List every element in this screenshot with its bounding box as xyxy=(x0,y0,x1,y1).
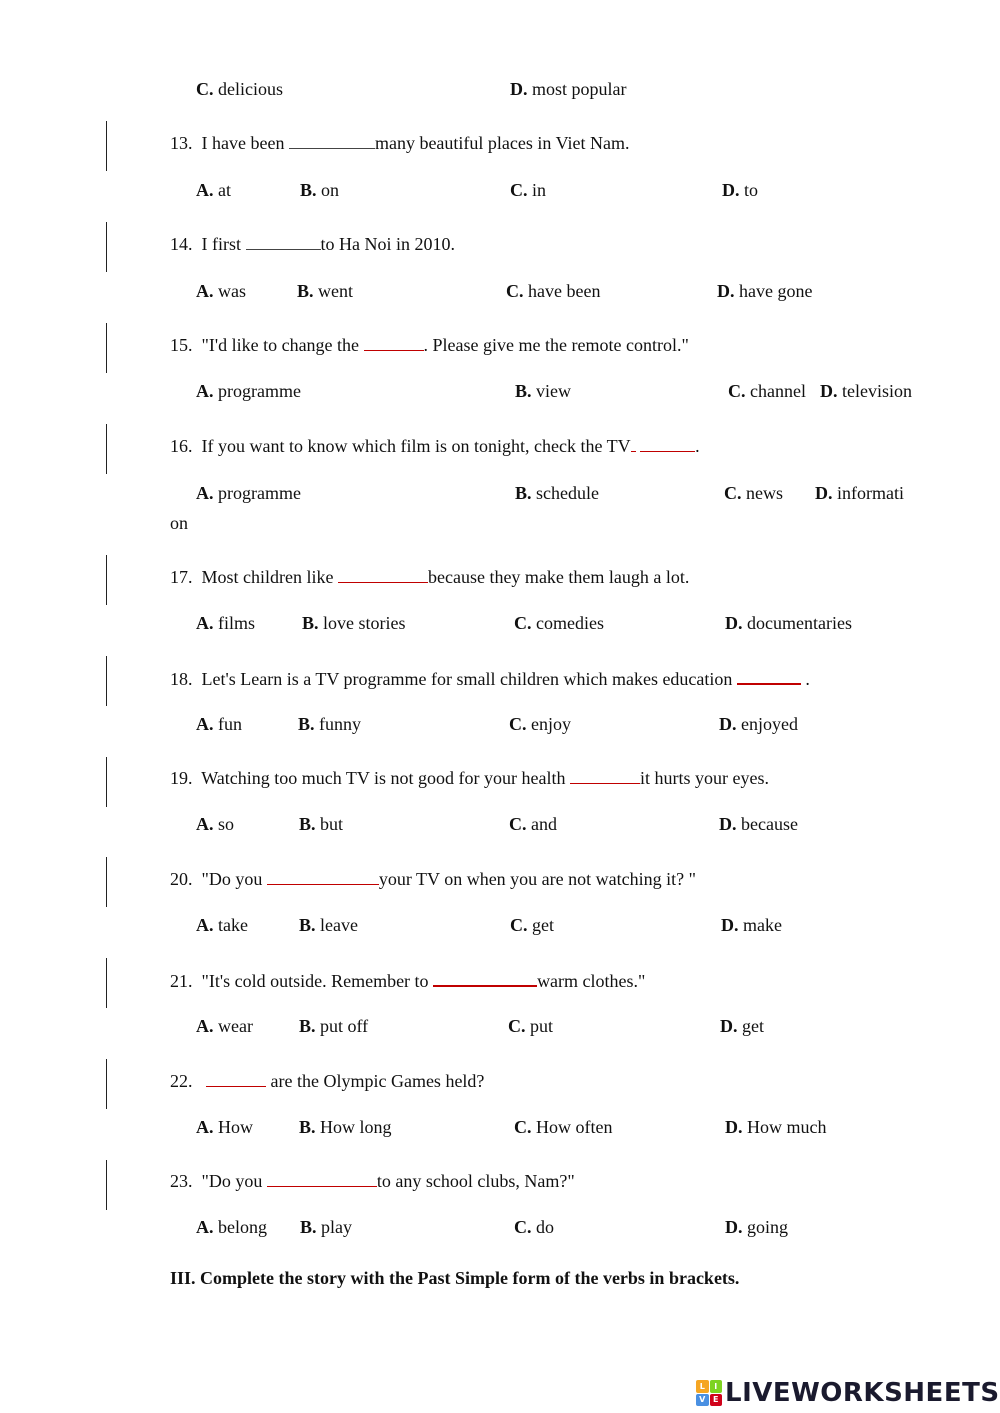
answer-blank[interactable] xyxy=(364,331,424,351)
margin-bar xyxy=(106,857,107,907)
option-b[interactable]: B. love stories xyxy=(302,613,406,633)
margin-bar xyxy=(106,555,107,605)
question-20: 20. "Do you your TV on when you are not watching it? " xyxy=(170,865,696,890)
option-b[interactable]: B. How long xyxy=(299,1117,392,1137)
question-22: 22. are the Olympic Games held? xyxy=(170,1067,484,1092)
margin-bar xyxy=(106,121,107,171)
option-c[interactable]: C. do xyxy=(514,1217,554,1237)
option-b[interactable]: B. schedule xyxy=(515,483,599,503)
option-c[interactable]: C. comedies xyxy=(514,613,604,633)
option-b[interactable]: B. view xyxy=(515,381,572,401)
answer-blank[interactable] xyxy=(206,1067,266,1087)
option-d[interactable]: D. informati xyxy=(815,483,904,503)
option-d[interactable]: D. television xyxy=(820,381,912,401)
question-14: 14. I first to Ha Noi in 2010. xyxy=(170,230,455,255)
option-d[interactable]: D. going xyxy=(725,1217,789,1237)
option-d[interactable]: D. make xyxy=(721,915,782,935)
margin-bar xyxy=(106,323,107,373)
margin-bar xyxy=(106,1160,107,1210)
option-a[interactable]: A. films xyxy=(196,613,256,633)
margin-bar xyxy=(106,958,107,1008)
answer-blank[interactable] xyxy=(267,865,379,885)
logo-mark-icon: L I V E xyxy=(696,1380,722,1406)
option-c[interactable]: C. channel xyxy=(728,381,806,401)
option-d[interactable]: D. have gone xyxy=(717,281,813,301)
liveworksheets-logo xyxy=(696,1379,1000,1407)
option-c[interactable]: C. delicious xyxy=(196,79,283,99)
option-b[interactable]: B. funny xyxy=(298,714,362,734)
margin-bar xyxy=(106,222,107,272)
question-13: 13. I have been many beautiful places in Viet Nam. xyxy=(170,129,629,154)
answer-blank[interactable] xyxy=(640,432,695,452)
margin-bar xyxy=(106,424,107,474)
option-c[interactable]: C. get xyxy=(510,915,554,935)
question-15: 15. "I'd like to change the . Please give me the remote control." xyxy=(170,331,689,356)
option-d[interactable]: D. get xyxy=(720,1016,764,1036)
logo-text: LIVEWORKSHEETS xyxy=(725,1378,1000,1408)
option-c[interactable]: C. have been xyxy=(506,281,601,301)
option-d[interactable]: D. most popular xyxy=(510,79,627,99)
option-b[interactable]: B. play xyxy=(300,1217,353,1237)
option-b[interactable]: B. leave xyxy=(299,915,358,935)
option-a[interactable]: A. was xyxy=(196,281,246,301)
option-b[interactable]: B. on xyxy=(300,180,340,200)
margin-bar xyxy=(106,656,107,706)
question-19: 19. Watching too much TV is not good for your health it hurts your eyes. xyxy=(170,764,769,789)
answer-blank[interactable] xyxy=(570,764,640,784)
answer-blank[interactable] xyxy=(289,129,375,149)
section-heading: III. Complete the story with the Past Simple form of the verbs in brackets. xyxy=(170,1268,740,1288)
question-18: 18. Let's Learn is a TV programme for small children which makes education . xyxy=(170,664,810,690)
option-d[interactable]: D. How much xyxy=(725,1117,827,1137)
question-23: 23. "Do you to any school clubs, Nam?" xyxy=(170,1167,575,1192)
option-b[interactable]: B. put off xyxy=(299,1016,369,1036)
option-d[interactable]: D. enjoyed xyxy=(719,714,798,734)
question-17: 17. Most children like because they make them laugh a lot. xyxy=(170,563,689,588)
option-a[interactable]: A. fun xyxy=(196,714,242,734)
option-b[interactable]: B. went xyxy=(297,281,354,301)
option-c[interactable]: C. and xyxy=(509,814,557,834)
option-a[interactable]: A. at xyxy=(196,180,231,200)
answer-blank[interactable] xyxy=(246,230,321,250)
option-d[interactable]: D. to xyxy=(722,180,759,200)
option-a[interactable]: A. How xyxy=(196,1117,253,1137)
margin-bar xyxy=(106,757,107,807)
option-d[interactable]: D. documentaries xyxy=(725,613,852,633)
option-c[interactable]: C. in xyxy=(510,180,547,200)
answer-blank[interactable] xyxy=(737,664,801,685)
answer-blank[interactable] xyxy=(433,966,537,987)
margin-bar xyxy=(106,1059,107,1109)
option-a[interactable]: A. wear xyxy=(196,1016,253,1036)
answer-blank[interactable] xyxy=(267,1167,377,1187)
option-a[interactable]: A. programme xyxy=(196,381,301,401)
question-16: 16. If you want to know which film is on tonight, check the TV . xyxy=(170,432,700,457)
option-b[interactable]: B. but xyxy=(299,814,344,834)
option-d[interactable]: D. because xyxy=(719,814,798,834)
answer-blank[interactable] xyxy=(338,563,428,583)
answer-blank-gap xyxy=(631,432,636,452)
option-d-wrap: on xyxy=(170,513,188,533)
option-a[interactable]: A. belong xyxy=(196,1217,267,1237)
option-a[interactable]: A. take xyxy=(196,915,248,935)
option-c[interactable]: C. news xyxy=(724,483,783,503)
option-c[interactable]: C. How often xyxy=(514,1117,613,1137)
option-c[interactable]: C. enjoy xyxy=(509,714,571,734)
option-c[interactable]: C. put xyxy=(508,1016,554,1036)
option-a[interactable]: A. programme xyxy=(196,483,301,503)
question-21: 21. "It's cold outside. Remember to warm clothes." xyxy=(170,966,645,992)
option-a[interactable]: A. so xyxy=(196,814,235,834)
